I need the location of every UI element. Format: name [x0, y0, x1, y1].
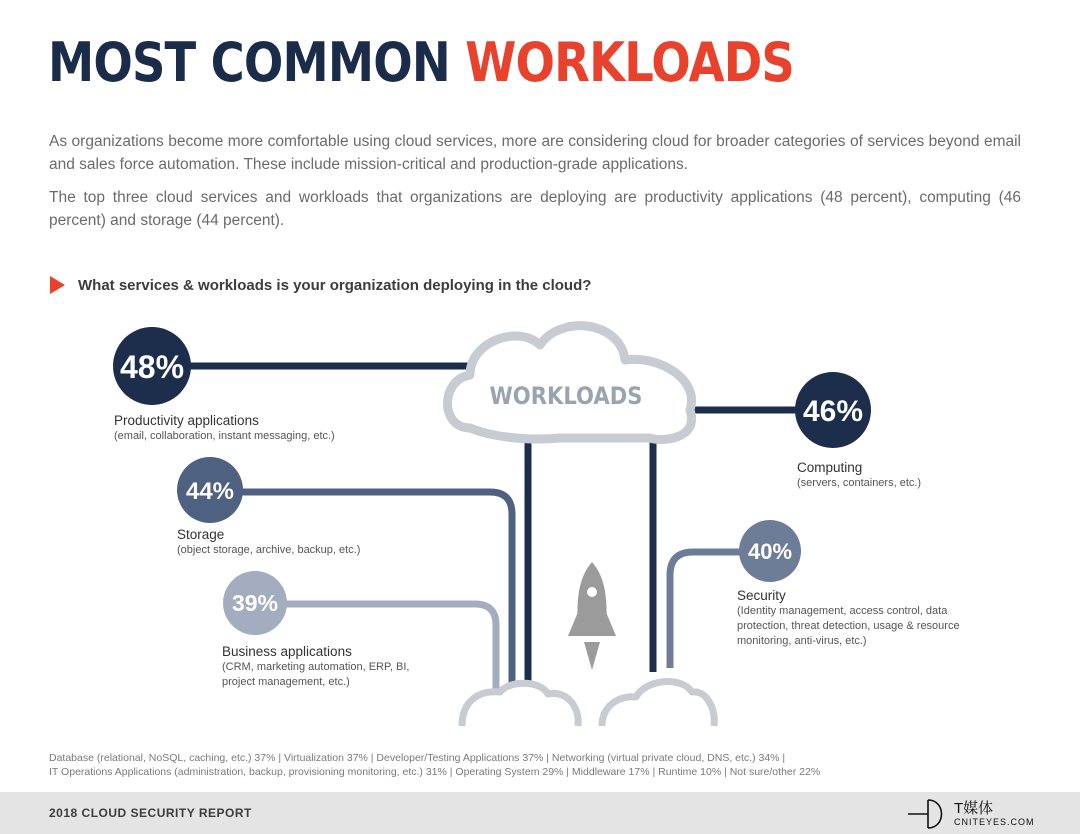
value-business: 39%: [231, 590, 279, 616]
watermark: [906, 797, 1066, 831]
watermark-logo-icon: [906, 797, 950, 831]
footer-bar: [0, 792, 1080, 834]
sub-business: (CRM, marketing automation, ERP, BI, project management, etc.): [222, 661, 410, 688]
value-productivity: 48%: [119, 349, 185, 385]
label-productivity: Productivity applications: [114, 413, 259, 428]
watermark-site: CNITEYES.COM: [954, 817, 1035, 827]
value-computing: 46%: [802, 395, 864, 428]
caption-storage: [177, 527, 437, 558]
rocket-icon: [568, 562, 616, 670]
caption-computing: [797, 460, 1027, 491]
title-part1: MOST COMMON: [48, 31, 450, 94]
footnote-line-1: Database (relational, NoSQL, caching, etc.) 37% | Virtualization 37% | Developer/Testing Applications 37% | Networking (virtual private cloud, DNS, etc.) 34% |: [49, 752, 786, 764]
caption-productivity: [114, 413, 404, 444]
caption-security: [737, 588, 965, 649]
sub-productivity: (email, collaboration, instant messaging, etc.): [114, 430, 335, 442]
value-storage: 44%: [185, 478, 235, 505]
label-security: Security: [737, 588, 786, 603]
title-part2: WORKLOADS: [465, 31, 794, 94]
intro-paragraph-2: The top three cloud services and workloads that organizations are deploying are productivity applications (48 percent), computing (46 percent) and storage (44 percent).: [49, 189, 1021, 229]
value-security: 40%: [747, 539, 793, 564]
footnote-line-2: IT Operations Applications (administration, backup, provisioning monitoring, etc.) 31% | Operating System 29% | Middleware 17% | Runtime 10% | Not sure/other 22%: [49, 766, 821, 778]
label-storage: Storage: [177, 527, 225, 542]
question-text: What services & workloads is your organization deploying in the cloud?: [78, 276, 592, 294]
report-name: 2018 CLOUD SECURITY REPORT: [49, 806, 252, 820]
bottom-cloud-right: [602, 681, 714, 726]
connector-security: [670, 552, 740, 668]
label-computing: Computing: [797, 460, 863, 475]
caption-business: [222, 644, 427, 690]
sub-security: (Identity management, access control, data protection, threat detection, usage & resource monitoring, anti-virus, etc.): [737, 605, 960, 647]
sub-storage: (object storage, archive, backup, etc.): [177, 544, 361, 556]
intro-paragraph-1: As organizations become more comfortable using cloud services, more are considering cloud for broader categories of services beyond email and sales force automation. These include mission-critical and production-grade applications.: [49, 133, 1021, 173]
bottom-cloud-left: [462, 683, 578, 726]
sub-computing: (servers, containers, etc.): [797, 477, 922, 489]
watermark-brand: T媒体: [954, 800, 994, 817]
label-business: Business applications: [222, 644, 352, 659]
cloud-label: WORKLOADS: [489, 382, 643, 411]
